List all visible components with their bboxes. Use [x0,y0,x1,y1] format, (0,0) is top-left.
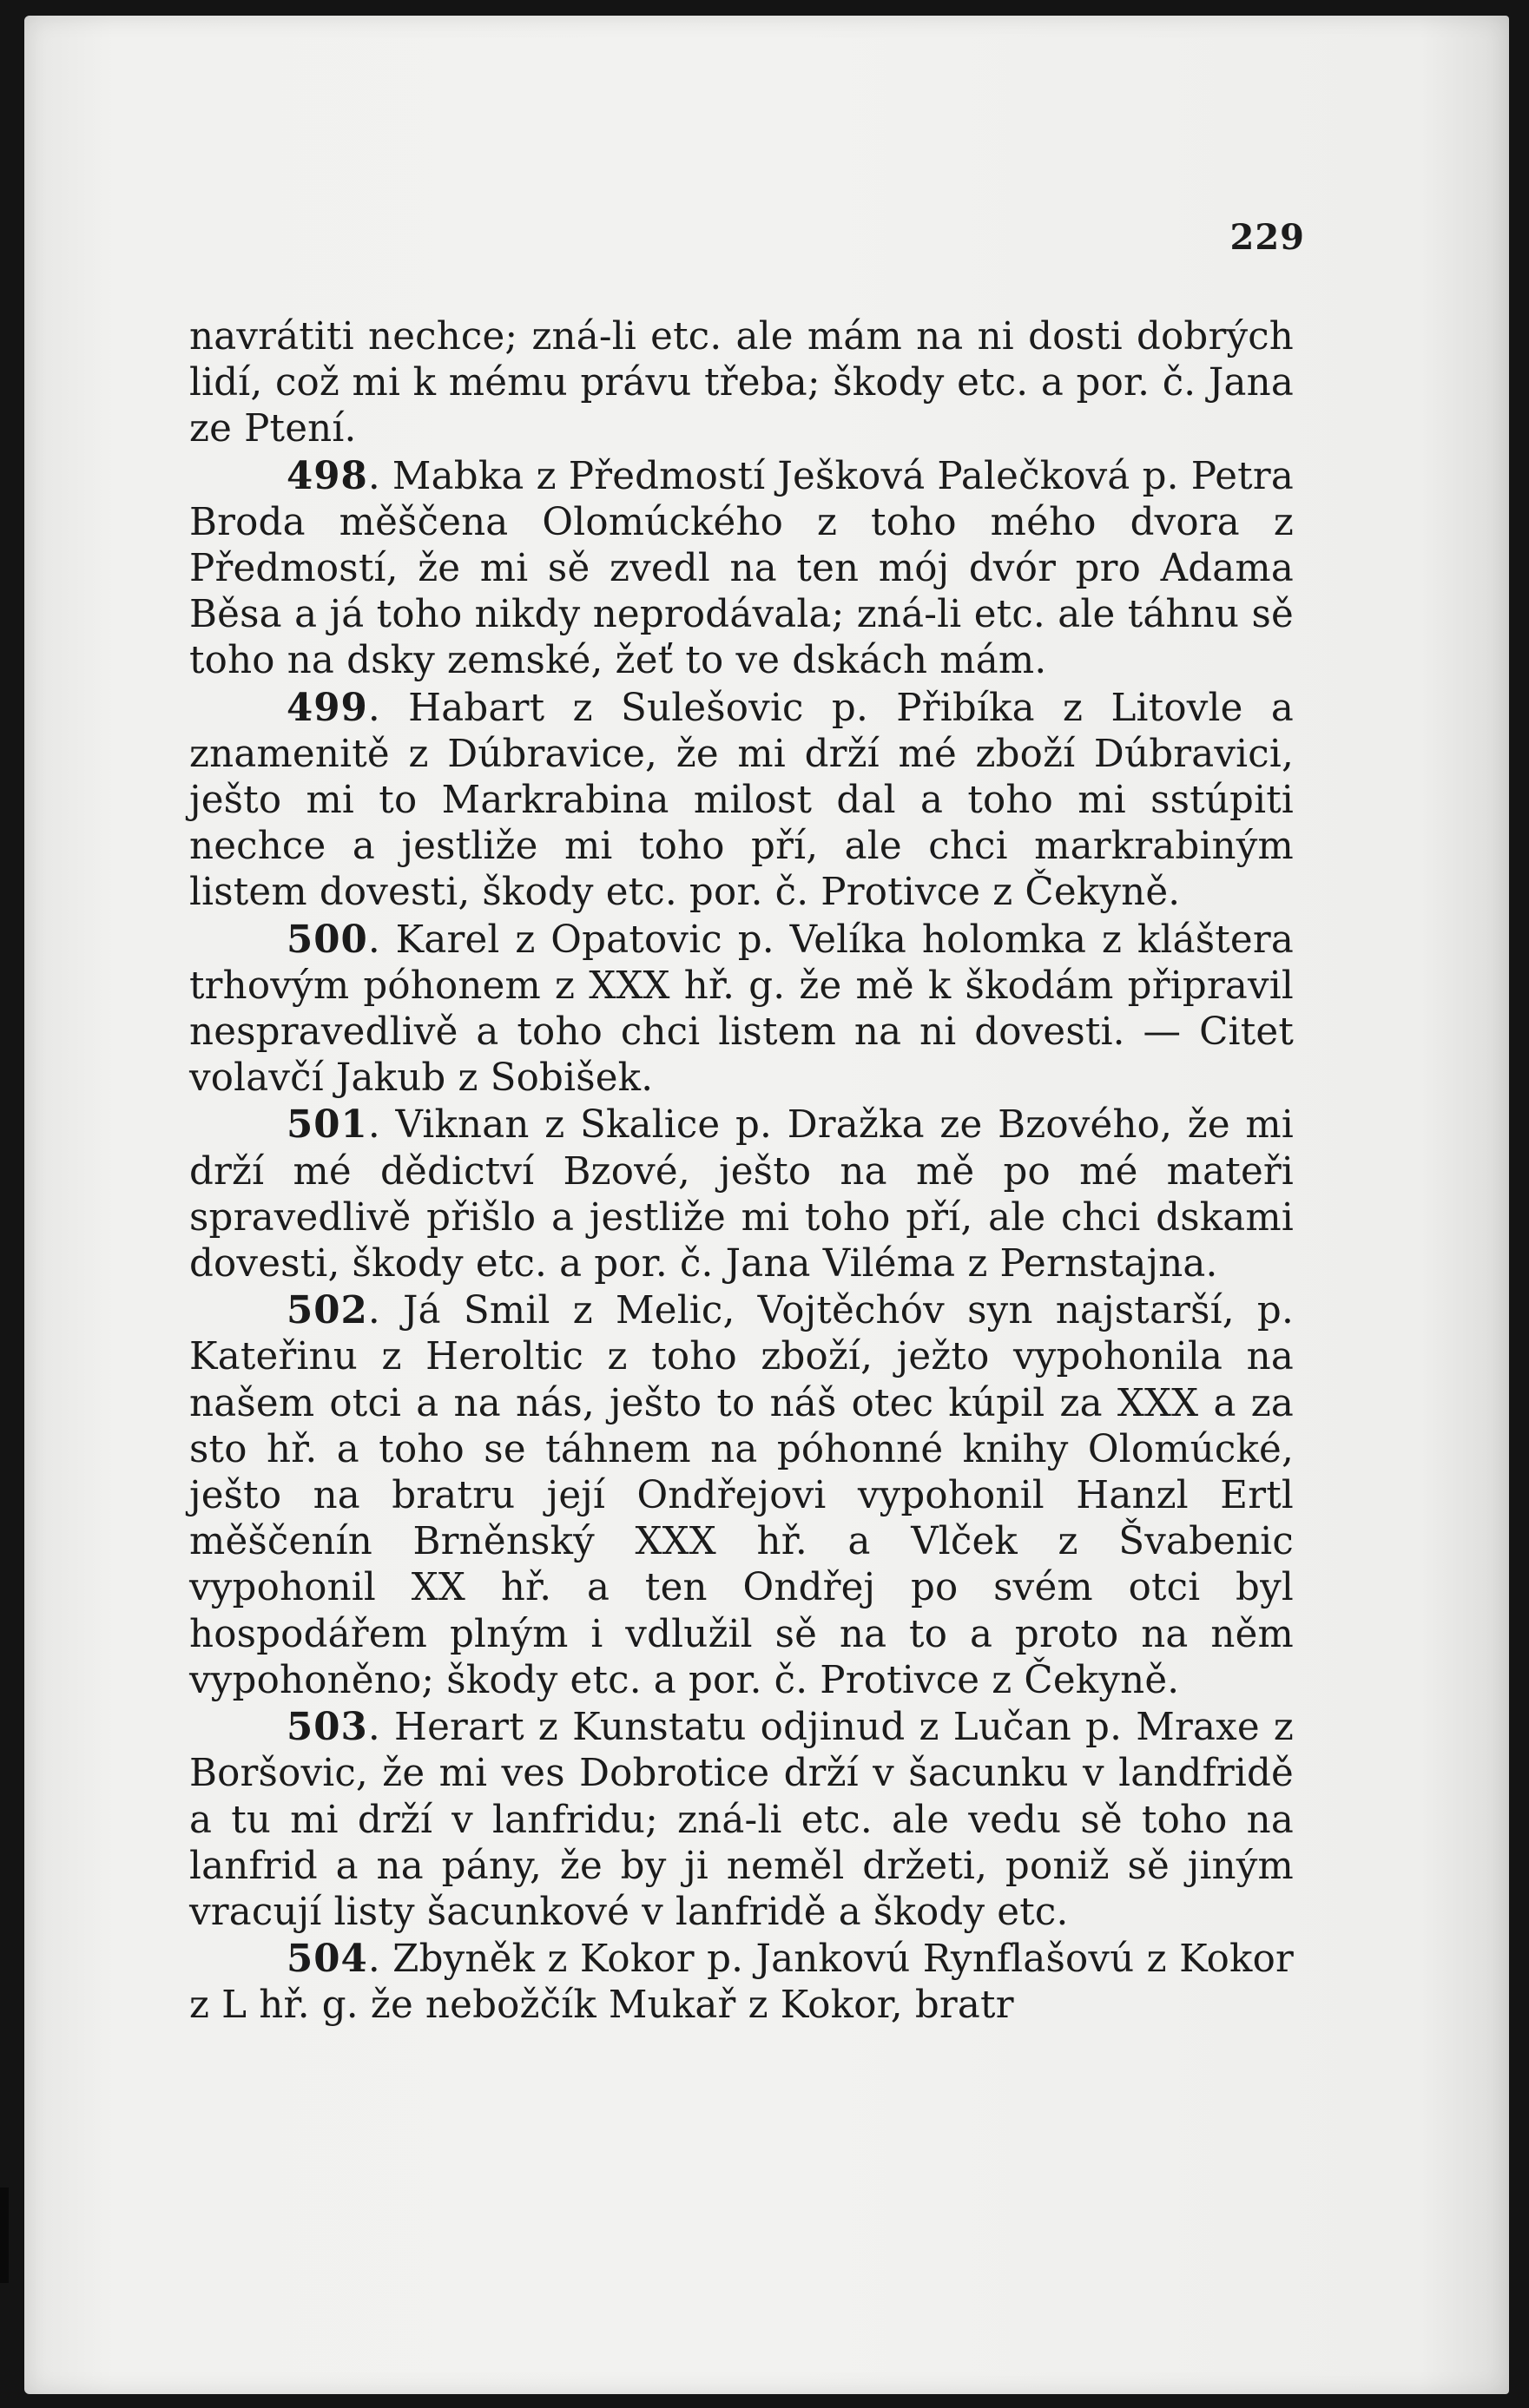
entry-text: . Zbyněk z Kokor p. Jankovú Rynflašovú z Kokor z L hř. g. že nebožčík Mukař z Kokor, bratr [189,1938,1294,2028]
entry-500 [189,917,1294,1102]
entry-503 [189,1704,1294,1936]
entry-text: . Herart z Kunstatu odjinud z Lučan p. Mraxe z Boršovic, že mi ves Dobrotice drží v šacunku v landfridě a tu mi drží v lanfridu; zná-li etc. ale vedu sě toho na lanfrid a na pány, že by ji neměl držeti, poniž sě jiným vracují listy šacunkové v lanfridě a škody etc. [189,1706,1294,1934]
scan-edge-mark [0,2188,9,2283]
entry-number: 502 [287,1288,368,1333]
entry-text: . Karel z Opatovic p. Velíka holomka z kláštera trhovým póhonem z XXX hř. g. že mě k škodám připravil nespravedlivě a toho chci listem na ni dovesti. — Citet volavčí Jakub z Sobišek. [189,918,1294,1101]
entry-text: . Viknan z Skalice p. Dražka ze Bzového, že mi drží mé dědictví Bzové, ješto na mě po mé mateři spravedlivě přišlo a jestliže mi toho pří, ale chci dskami dovesti, škody etc. a por. č. Jana Viléma z Pernstajna. [189,1103,1294,1286]
entry-504 [189,1936,1294,2029]
entry-text: navrátiti nechce; zná-li etc. ale mám na ni dosti dobrých lidí, což mi k mému právu třeba; škody etc. a por. č. Jana ze Ptení. [189,315,1294,451]
entry-number: 501 [287,1102,368,1148]
page-number: 229 [1229,217,1305,258]
entry-text: . Já Smil z Melic, Vojtěchóv syn najstarší, p. Kateřinu z Heroltic z toho zboží, ježto vypohonila na našem otci a na nás, ješto to náš otec kúpil za XXX a za sto hř. a toho se táhnem na póhonné knihy Olomúcké, ješto na bratru její Ondřejovi vypohonil Hanzl Ertl měščenín Brněnský XXX hř. a Vlček z Švabenic vypohonil XX hř. a ten Ondřej po svém otci byl hospodářem plným i vdlužil sě na to a proto na něm vypohoněno; škody etc. a por. č. Protivce z Čekyně. [189,1289,1294,1702]
body-text [189,314,1294,2030]
entry-number: 500 [287,917,368,962]
entry-499 [189,685,1294,917]
entry-number: 499 [287,685,368,730]
entry-502 [189,1287,1294,1704]
entry-501 [189,1102,1294,1287]
entry-number: 503 [287,1705,368,1750]
book-page [24,16,1509,2394]
entry-number: 504 [287,1937,368,1982]
entry-text: . Mabka z Předmostí Ješková Palečková p. Petra Broda měščena Olomúckého z toho mého dvora z Předmostí, že mi sě zvedl na ten mój dvór pro Adama Běsa a já toho nikdy neprodávala; zná-li etc. ale táhnu sě toho na dsky zemské, žeť to ve dskách mám. [189,454,1294,683]
entry-text: . Habart z Sulešovic p. Přibíka z Litovle a znamenitě z Dúbravice, že mi drží mé zboží Dúbravici, ješto mi to Markrabina milost dal a toho mi sstúpiti nechce a jestliže mi toho pří, ale chci markrabiným listem dovesti, škody etc. por. č. Protivce z Čekyně. [189,686,1294,915]
entry-number: 498 [287,453,368,498]
entry-498 [189,453,1294,685]
entry-continuation [189,314,1294,453]
